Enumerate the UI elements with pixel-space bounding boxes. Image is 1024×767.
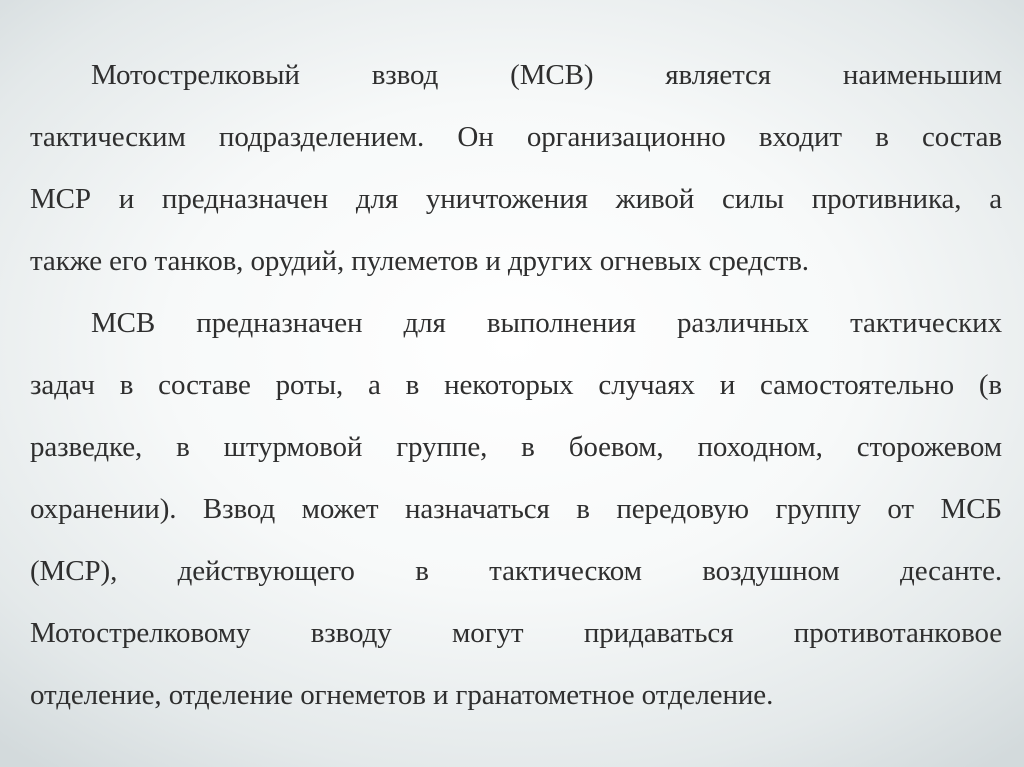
paragraph-1 [30, 44, 1002, 292]
paragraph-1-line-4: также его танков, орудий, пулеметов и других огневых средств. [30, 245, 809, 277]
paragraph-2-line-3: разведке, в штурмовой группе, в боевом, походном, сторожевом [30, 431, 1002, 463]
paragraph-1-line-3: МСР и предназначен для уничтожения живой силы противника, а [30, 183, 1002, 215]
paragraph-2 [30, 292, 1002, 726]
paragraph-1-line-1: Мотострелковый взвод (МСВ) является наименьшим [91, 59, 1002, 91]
paragraph-1-line-2: тактическим подразделением. Он организационно входит в состав [30, 121, 1002, 153]
paragraph-2-line-7: отделение, отделение огнеметов и гранатометное отделение. [30, 679, 774, 711]
paragraph-2-line-2: задач в составе роты, а в некоторых случаях и самостоятельно (в [30, 369, 1002, 401]
body-text [30, 44, 1002, 726]
paragraph-2-line-5: (МСР), действующего в тактическом воздушном десанте. [30, 555, 1002, 587]
paragraph-2-line-4: охранении). Взвод может назначаться в передовую группу от МСБ [30, 493, 1002, 525]
paragraph-2-line-1: МСВ предназначен для выполнения различных тактических [91, 307, 1002, 339]
paragraph-2-line-6: Мотострелковому взводу могут придаваться противотанковое [30, 617, 1002, 649]
